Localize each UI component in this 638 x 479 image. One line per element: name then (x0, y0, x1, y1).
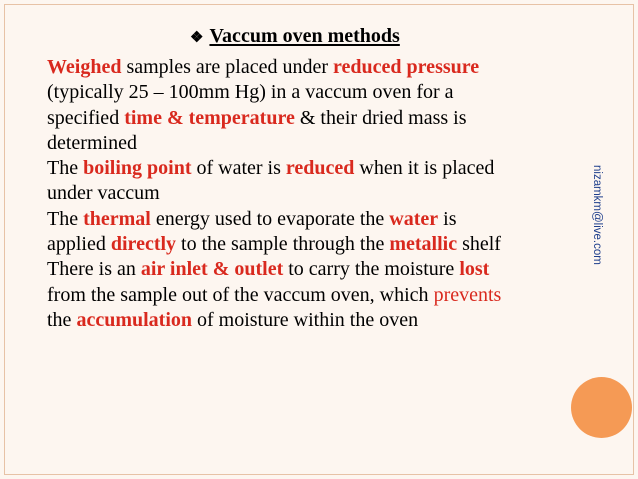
bullet-item (18, 257, 610, 333)
bullet-text-run: The (47, 207, 84, 230)
bullet-item (18, 156, 610, 207)
highlighted-term: metallic (389, 233, 458, 256)
highlighted-term: thermal (83, 207, 151, 230)
bullet-text-run: & their dried mass is determined (47, 106, 467, 154)
bullet-text-run: the (47, 308, 72, 331)
bullet-text-run: is applied (47, 207, 457, 256)
bullet-text-run: of moisture within the oven (192, 308, 419, 331)
highlighted-term: reduced (285, 157, 355, 180)
author-email-watermark: nizamkm@live.com (591, 165, 603, 265)
heading-text: Vaccum oven methods (209, 25, 400, 47)
slide-heading (190, 25, 400, 48)
bullet-text-run: when it is placed under vaccum (47, 157, 495, 205)
bullet-text-run: to the sample through the (176, 233, 390, 256)
bullet-text (47, 56, 479, 154)
bullet-text (47, 157, 494, 204)
bullet-text-run: The (47, 157, 84, 180)
highlighted-term: boiling point (83, 157, 192, 180)
bullet-text (47, 258, 501, 331)
bullet-item (18, 55, 610, 156)
diamond-bullet-icon: ❖ (190, 30, 204, 46)
bullet-text-run: shelf (457, 233, 501, 256)
highlighted-term: prevents (433, 283, 502, 306)
bullet-item (18, 207, 610, 258)
highlighted-term: water (389, 207, 439, 230)
bullet-text-run: samples are placed under (121, 56, 334, 78)
bullet-text-run: from the sample out of the vaccum oven, which (47, 283, 429, 306)
bullet-text-run: of water is (191, 157, 286, 180)
bullet-text (47, 208, 501, 255)
bullet-text-run: energy used to evaporate the (150, 207, 390, 230)
highlighted-term: reduced pressure (333, 56, 480, 78)
highlighted-term: time & temperature (124, 106, 295, 129)
bullet-text-run: (typically 25 – 100mm Hg) in a vaccum oven for a specified (47, 81, 454, 129)
highlighted-term: directly (110, 233, 177, 256)
highlighted-term: accumulation (76, 308, 192, 331)
highlighted-term: Weighed (47, 56, 122, 78)
highlighted-term: air inlet & outlet (140, 258, 284, 281)
decorative-orange-circle (571, 377, 632, 438)
bullet-list (18, 55, 610, 333)
bullet-text-run: There is an (47, 258, 141, 281)
highlighted-term: lost (459, 258, 490, 281)
bullet-text-run: to carry the moisture (283, 258, 460, 281)
